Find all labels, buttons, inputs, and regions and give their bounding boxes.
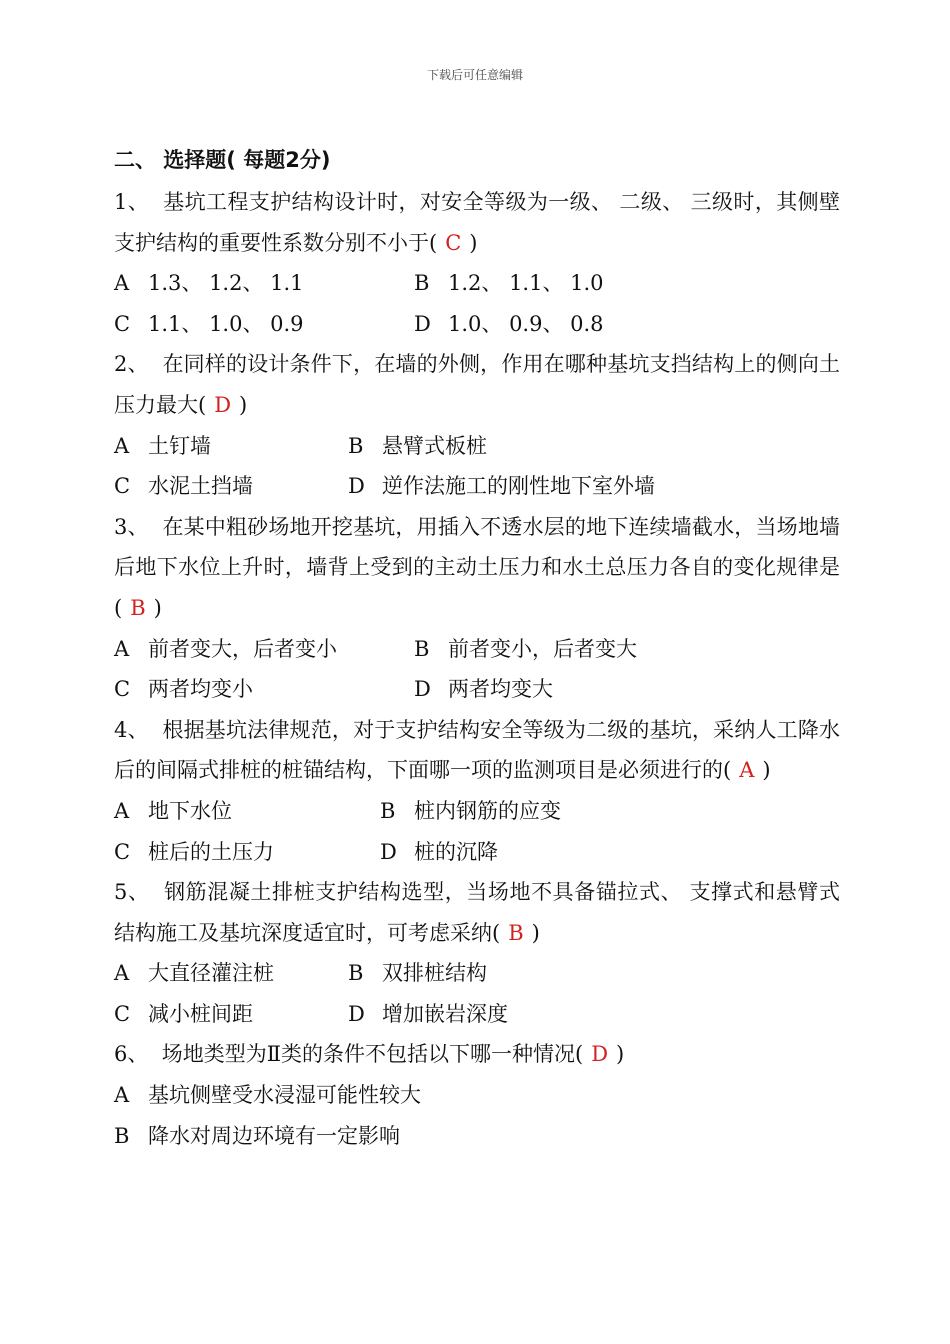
options-row (114, 953, 840, 994)
question-number: 1、 (114, 190, 150, 214)
question-number: 6、 (114, 1042, 149, 1067)
question-number: 5、 (114, 880, 150, 905)
question-number: 2、 (114, 352, 149, 377)
question-stem: 根据基坑法律规范，对于支护结构安全等级为二级的基坑，采纳人工降水后的间隔式排桩的桩锚结构，下面哪一项的监测项目是必须进行的( (114, 717, 840, 783)
question-3 (114, 507, 840, 710)
question-text (114, 1034, 840, 1075)
question-2 (114, 344, 840, 506)
answer-mark: A (739, 758, 755, 783)
option-b: B 1.2、 1.1、 1.0 (414, 271, 604, 296)
question-6 (114, 1034, 840, 1156)
question-stem: 钢筋混凝土排桩支护结构选型，当场地不具备锚拉式、 支撑式和悬臂式结构施工及基坑深度适宜时，可考虑采纳( (114, 880, 840, 945)
options-row (114, 669, 840, 710)
question-text (114, 182, 840, 263)
answer-mark: B (508, 920, 524, 945)
options-row (114, 304, 840, 345)
question-stem: 在同样的设计条件下，在墙的外侧，作用在哪种基坑支挡结构上的侧向土压力最大( (114, 352, 840, 417)
option-c: C 减小桩间距 (114, 1001, 253, 1026)
answer-mark: B (130, 595, 146, 620)
answer-mark: D (591, 1042, 609, 1067)
question-text (114, 710, 840, 791)
option-c: C 桩后的土压力 (114, 839, 274, 864)
option-d: D 增加嵌岩深度 (348, 1001, 508, 1026)
header-note: 下载后可任意编辑 (426, 68, 523, 82)
close-paren: ) (616, 1042, 625, 1067)
option-b: B 降水对周边环境有一定影响 (114, 1123, 400, 1148)
options-row (114, 1075, 840, 1116)
question-text (114, 507, 840, 629)
option-c: C 1.1、 1.0、 0.9 (114, 311, 304, 336)
option-b: B 悬臂式板桩 (348, 433, 487, 458)
question-text (114, 872, 840, 953)
question-number: 3、 (114, 514, 149, 539)
options-row (114, 791, 840, 832)
option-d: D 1.0、 0.9、 0.8 (414, 311, 604, 336)
question-number: 4、 (114, 717, 149, 742)
option-a: A 土钉墙 (114, 433, 211, 458)
close-paren: ) (762, 758, 771, 783)
options-row (114, 426, 840, 467)
option-b: B 桩内钢筋的应变 (380, 798, 561, 823)
question-stem: 基坑工程支护结构设计时，对安全等级为一级、 二级、 三级时，其侧壁支护结构的重要性系数分别不小于( (114, 190, 840, 255)
options-row (114, 466, 840, 507)
option-c: C 水泥土挡墙 (114, 474, 253, 499)
option-a: A 基坑侧壁受水浸湿可能性较大 (114, 1083, 421, 1108)
question-5 (114, 872, 840, 1034)
options-row (114, 629, 840, 670)
options-row (114, 994, 840, 1035)
option-a: A 前者变大，后者变小 (114, 636, 337, 661)
option-d: D 桩的沉降 (380, 839, 498, 864)
option-a: A 地下水位 (114, 798, 232, 823)
option-b: B 双排桩结构 (348, 961, 487, 986)
question-text (114, 344, 840, 425)
options-row (114, 1116, 840, 1157)
options-row (114, 263, 840, 304)
answer-mark: C (445, 230, 462, 255)
question-stem: 在某中粗砂场地开挖基坑，用插入不透水层的地下连续墙截水，当场地墙后地下水位上升时，墙背上受到的主动土压力和水土总压力各自的变化规律是( (114, 514, 840, 620)
close-paren: ) (153, 595, 162, 620)
question-1 (114, 182, 840, 344)
option-b: B 前者变小，后者变大 (414, 636, 637, 661)
answer-mark: D (214, 392, 232, 417)
options-row (114, 832, 840, 873)
option-d: D 逆作法施工的刚性地下室外墙 (348, 474, 655, 499)
close-paren: ) (469, 230, 478, 255)
document-body (114, 142, 840, 1156)
option-d: D 两者均变大 (414, 677, 553, 702)
option-a: A 大直径灌注桩 (114, 961, 274, 986)
question-stem: 场地类型为Ⅱ类的条件不包括以下哪一种情况( (161, 1042, 584, 1067)
question-4 (114, 710, 840, 872)
section-title: 二、 选择题( 每题2分) (114, 148, 331, 172)
option-a: A 1.3、 1.2、 1.1 (114, 271, 304, 296)
close-paren: ) (239, 392, 248, 417)
option-c: C 两者均变小 (114, 677, 253, 702)
close-paren: ) (531, 920, 540, 945)
